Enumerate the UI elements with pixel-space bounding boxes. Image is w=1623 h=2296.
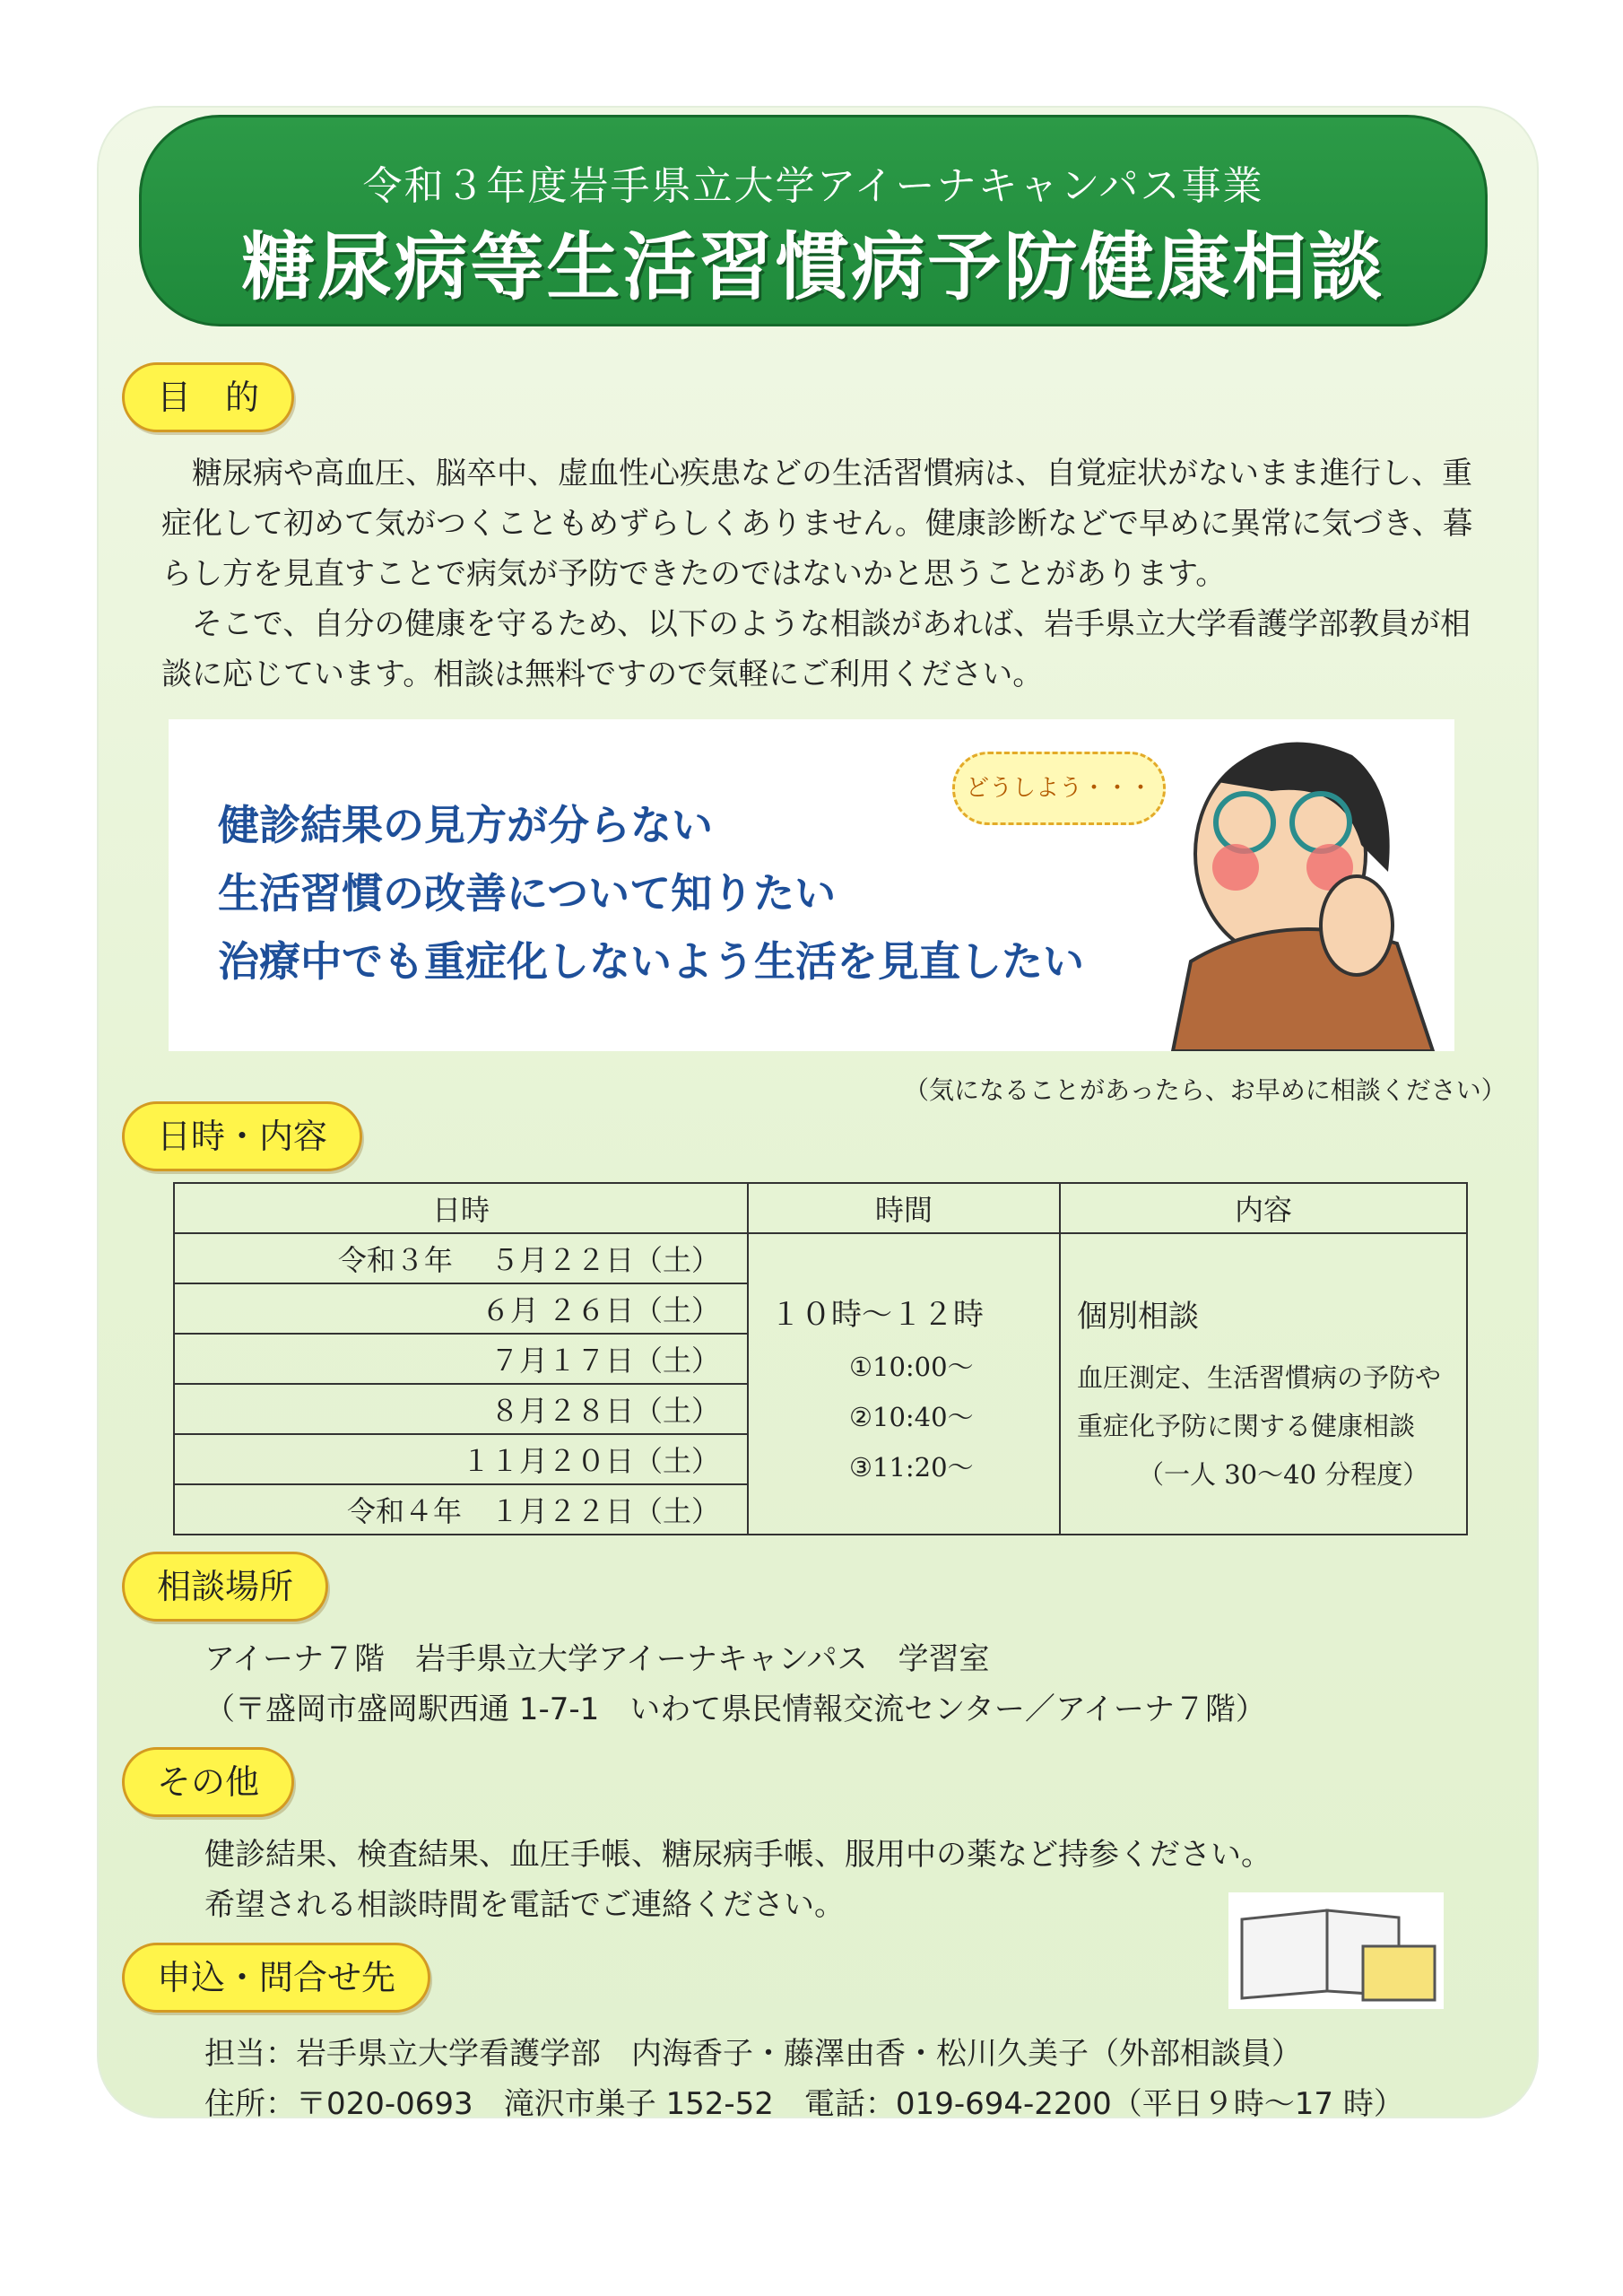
contact-line-2: 住所：〒020-0693 滝沢市巣子 152-52 電話：019-694-2200（平日９時～17 時） bbox=[204, 2086, 1404, 2122]
table-header: 内容 bbox=[1060, 1183, 1467, 1233]
place-line-1: アイーナ７階 岩手県立大学アイーナキャンパス 学習室 bbox=[204, 1641, 990, 1677]
content-description bbox=[1077, 1353, 1466, 1499]
table-header-row bbox=[174, 1183, 1467, 1233]
content-cell bbox=[1060, 1233, 1467, 1535]
concern-item: 健診結果の見方が分らない bbox=[218, 801, 713, 849]
place-line-2: （〒盛岡市盛岡駅西通 1-7-1 いわて県民情報交流センター／アイーナ７階） bbox=[204, 1692, 1266, 1727]
content-title: 個別相談 bbox=[1077, 1299, 1199, 1335]
section-tag-schedule: 日時・内容 bbox=[122, 1101, 362, 1171]
concerns-note: （気になることがあったら、お早めに相談ください） bbox=[904, 1075, 1506, 1105]
contact-line-1: 担当：岩手県立大学看護学部 内海香子・藤澤由香・松川久美子（外部相談員） bbox=[204, 2036, 1302, 2072]
time-slot: ①10:00～ bbox=[849, 1352, 974, 1382]
time-range: １０時～１２時 bbox=[770, 1297, 984, 1333]
banner-subtitle: 令和３年度岩手県立大学アイーナキャンパス事業 bbox=[362, 163, 1264, 209]
purpose-text bbox=[161, 448, 1488, 700]
content-line: 重症化予防に関する健康相談 bbox=[1077, 1411, 1416, 1441]
content-line: （一人 30～40 分程度） bbox=[1138, 1459, 1429, 1490]
notebook-illustration bbox=[1228, 1892, 1444, 2009]
purpose-paragraph-2: そこで、自分の健康を守るため、以下のような相談があれば、岩手県立大学看護学部教員が相談に応じています。相談は無料ですので気軽にご利用ください。 bbox=[161, 606, 1471, 692]
content-line: 血圧測定、生活習慣病の予防や bbox=[1077, 1362, 1442, 1393]
worried-man-illustration bbox=[1164, 719, 1451, 1051]
date-cell: ６月 ２６日（土） bbox=[174, 1283, 748, 1334]
time-cell bbox=[748, 1233, 1060, 1535]
date-cell: 令和３年 ５月２２日（土） bbox=[174, 1233, 748, 1283]
page-title: 糖尿病等生活習慣病予防健康相談 bbox=[241, 225, 1385, 310]
other-line-2: 希望される相談時間を電話でご連絡ください。 bbox=[204, 1887, 845, 1923]
section-tag-contact: 申込・問合せ先 bbox=[122, 1943, 430, 2013]
table-header: 日時 bbox=[174, 1183, 748, 1233]
purpose-paragraph-1: 糖尿病や高血圧、脳卒中、虚血性心疾患などの生活習慣病は、自覚症状がないまま進行し、重症化して初めて気がつくこともめずらしくありません。健康診断などで早めに異常に気づき、暮らし方を見直すことで病気が予防できたのではないかと思うことがあります。 bbox=[161, 456, 1473, 592]
speech-bubble: どうしよう・・・ bbox=[952, 752, 1166, 825]
time-slots bbox=[849, 1350, 1059, 1484]
other-line-1: 健診結果、検査結果、血圧手帳、糖尿病手帳、服用中の薬など持参ください。 bbox=[204, 1837, 1271, 1873]
time-slot: ③11:20～ bbox=[849, 1452, 974, 1483]
concern-item: 生活習慣の改善について知りたい bbox=[218, 869, 837, 918]
time-slot: ②10:40～ bbox=[849, 1402, 974, 1432]
concerns-list bbox=[218, 791, 1084, 996]
section-tag-purpose: 目 的 bbox=[122, 362, 294, 432]
section-tag-other: その他 bbox=[122, 1747, 294, 1817]
title-banner bbox=[139, 115, 1488, 326]
schedule-table bbox=[173, 1182, 1468, 1535]
date-cell: 令和４年 １月２２日（土） bbox=[174, 1484, 748, 1535]
table-header: 時間 bbox=[748, 1183, 1060, 1233]
concerns-card bbox=[169, 719, 1454, 1051]
date-cell: ８月２８日（土） bbox=[174, 1384, 748, 1434]
section-tag-place: 相談場所 bbox=[122, 1552, 328, 1622]
date-cell: １１月２０日（土） bbox=[174, 1434, 748, 1484]
concern-item: 治療中でも重症化しないよう生活を見直したい bbox=[218, 937, 1084, 986]
table-row bbox=[174, 1233, 1467, 1283]
date-cell: ７月１７日（土） bbox=[174, 1334, 748, 1384]
